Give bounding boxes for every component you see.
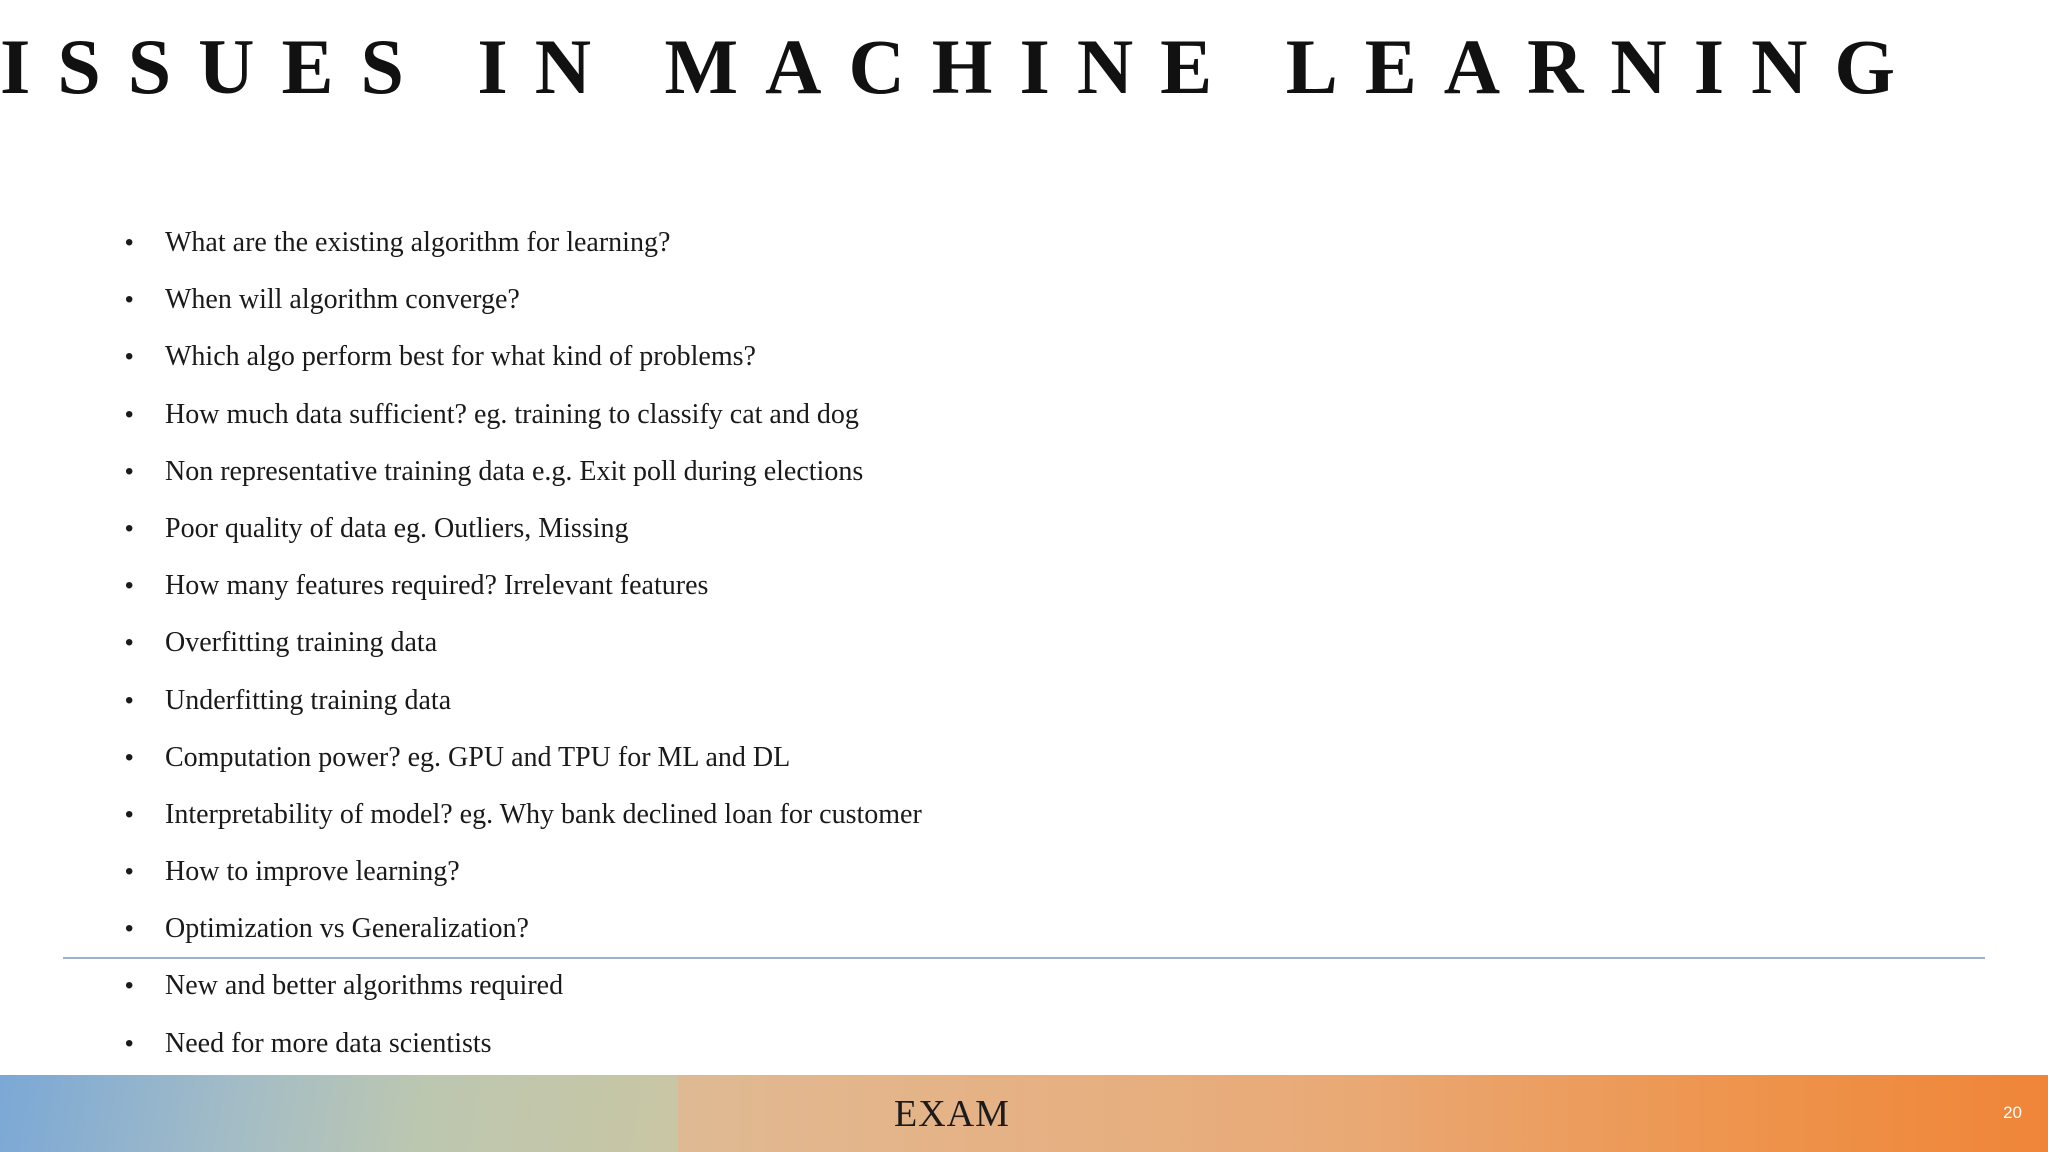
bullet-dot-icon: •: [125, 915, 134, 943]
bullet-dot-icon: •: [125, 629, 134, 657]
bullet-dot-icon: •: [125, 514, 134, 542]
slide-title: ISSUES IN MACHINE LEARNING: [0, 23, 1923, 110]
footer-left-panel: [0, 1075, 678, 1152]
bullet-text: Overfitting training data: [165, 627, 438, 659]
bullet-dot-icon: •: [125, 972, 134, 1000]
bullet-item: [125, 450, 922, 507]
bullet-text: Non representative training data e.g. Exit poll during elections: [165, 455, 864, 487]
bullet-item: [125, 221, 922, 278]
bullet-dot-icon: •: [125, 286, 134, 314]
bullet-text: How to improve learning?: [165, 856, 460, 888]
bullet-text: Which algo perform best for what kind of problems?: [165, 341, 756, 373]
bullet-item: [125, 907, 922, 964]
bullet-dot-icon: •: [125, 743, 134, 771]
bullet-text: How many features required? Irrelevant features: [165, 570, 709, 602]
horizontal-divider: [63, 957, 1985, 959]
bullet-text: What are the existing algorithm for learning?: [165, 227, 671, 258]
bullet-item: [125, 278, 922, 335]
bullet-item: [125, 736, 922, 793]
bullet-text: Underfitting training data: [165, 684, 452, 716]
bullet-item: [125, 621, 922, 678]
bullet-dot-icon: •: [125, 343, 134, 371]
bullet-text: Poor quality of data eg. Outliers, Missing: [165, 512, 629, 544]
bullet-item: [125, 679, 922, 736]
bullet-item: [125, 507, 922, 564]
bullet-text: Interpretability of model? eg. Why bank declined loan for customer: [165, 798, 922, 830]
bullet-item: [125, 564, 922, 621]
bullet-text: When will algorithm converge?: [165, 284, 520, 316]
bullet-dot-icon: •: [125, 800, 134, 828]
bullet-text: How much data sufficient? eg. training to classify cat and dog: [165, 398, 859, 430]
bullet-item: [125, 335, 922, 392]
bullet-item: [125, 1022, 922, 1079]
bullet-dot-icon: •: [125, 457, 134, 485]
bullet-dot-icon: •: [125, 686, 134, 714]
bullet-text: Optimization vs Generalization?: [165, 913, 529, 945]
footer-band: [0, 1075, 2048, 1152]
bullet-item: [125, 964, 922, 1021]
bullet-dot-icon: •: [125, 229, 134, 256]
bullet-dot-icon: •: [125, 400, 134, 428]
bullet-item: [125, 793, 922, 850]
bullet-text: New and better algorithms required: [165, 970, 564, 1002]
bullet-text: Computation power? eg. GPU and TPU for ML and DL: [165, 741, 791, 773]
bullet-item: [125, 850, 922, 907]
bullet-item: [125, 393, 922, 450]
bullet-dot-icon: •: [125, 1029, 134, 1057]
page-number: 20: [2003, 1103, 2022, 1122]
footer-label: EXAM: [894, 1093, 1010, 1135]
bullet-list: [125, 221, 922, 1079]
bullet-dot-icon: •: [125, 572, 134, 600]
bullet-text: Need for more data scientists: [165, 1027, 492, 1059]
bullet-dot-icon: •: [125, 858, 134, 886]
